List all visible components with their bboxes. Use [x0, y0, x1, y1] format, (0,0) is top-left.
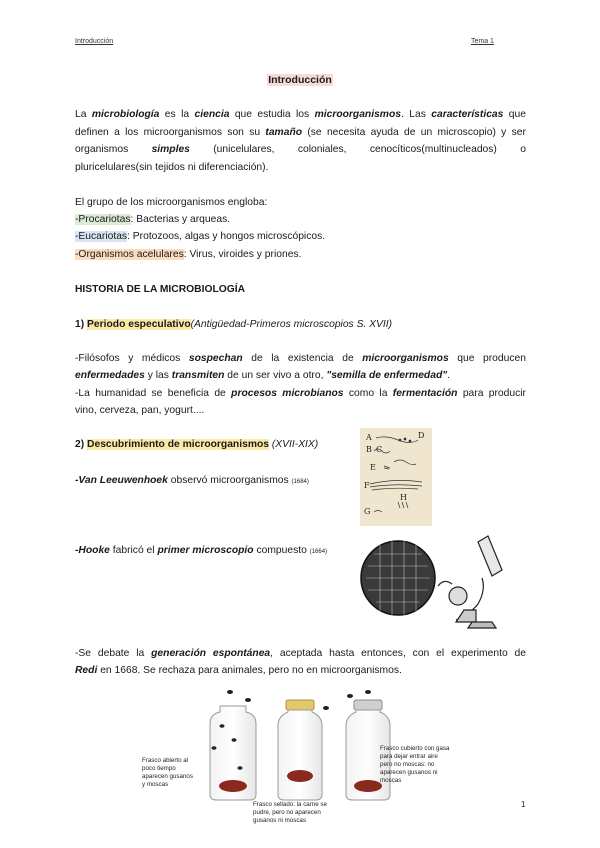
- group-acelulares: -Organismos acelulares: Virus, viroides y priones.: [75, 249, 302, 260]
- intro-line-3: organismos simples (unicelulares, coloniales, cenocíticos(multinucleados) o: [75, 144, 526, 155]
- intro-line-4: pluricelulares(sin tejidos ni diferenciación).: [75, 162, 269, 173]
- drawing-label-g: G: [364, 507, 371, 516]
- intro-line-2: definen a los microorganismos son su tamaño (se necesita ayuda de un microscopio) y ser: [75, 127, 526, 138]
- drawing-label-a: A: [366, 433, 372, 442]
- jar-sealed-icon: [278, 700, 322, 800]
- caption-open-jar: Frasco abierto al poco tiempo aparecen gusanos y moscas: [142, 757, 193, 788]
- leeuwenhoek-line: -Van Leeuwenhoek observó microorganismos (1684): [75, 475, 309, 486]
- intro-line-1: La microbiología es la ciencia que estudia los microorganismos. Las características que: [75, 109, 526, 120]
- section1-line-1: -Filósofos y médicos sospechan de la existencia de microorganismos que producen: [75, 353, 526, 364]
- history-heading: HISTORIA DE LA MICROBIOLOGÍA: [75, 284, 246, 295]
- group-procariotas: -Procariotas: Bacterias y arqueas.: [75, 214, 231, 225]
- groups-heading: El grupo de los microorganismos engloba:: [75, 197, 268, 208]
- hooke-microscope-drawing: [360, 526, 510, 630]
- leeuwenhoek-drawing: [360, 428, 432, 526]
- drawing-label-h: H: [400, 493, 407, 502]
- group-eucariotas: -Eucariotas: Protozoos, algas y hongos microscópicos.: [75, 231, 326, 242]
- header-right: Tema 1: [471, 38, 494, 45]
- header-left: Introducción: [75, 38, 114, 45]
- drawing-label-b: B: [366, 445, 372, 454]
- caption-gauze-jar: Frasco cubierto con gasa para dejar entrar aire pero no moscas: no aparecen gusanos ni moscas: [380, 745, 450, 784]
- caption-sealed-jar: Frasco sellado: la carne se pudre, pero no aparecen gusanos ni moscas: [253, 801, 327, 824]
- redi-line-2: Redi en 1668. Se rechaza para animales, pero no en microorganismos.: [75, 665, 402, 676]
- hooke-line: -Hooke fabricó el primer microscopio compuesto (1664): [75, 545, 328, 556]
- redi-experiment-illustration: [200, 686, 410, 804]
- drawing-label-e: E: [370, 463, 376, 472]
- section1-line-3: -La humanidad se beneficia de procesos microbianos como la fermentación para producir: [75, 388, 526, 399]
- drawing-label-d: D: [418, 431, 425, 440]
- jar-open-icon: [210, 706, 256, 800]
- drawing-label-c: C: [376, 445, 383, 454]
- section2-heading: 2) Descubrimiento de microorganismos (XVII-XIX): [75, 439, 319, 450]
- section1-line-4: vino, cerveza, pan, yogurt....: [75, 405, 205, 416]
- drawing-label-f: F: [364, 481, 370, 490]
- section1-heading: 1) Periodo especulativo(Antigüedad-Primeros microscopios S. XVII): [75, 319, 393, 330]
- page-number: 1: [521, 800, 526, 809]
- redi-line-1: -Se debate la generación espontánea, aceptada hasta entonces, con el experimento de: [75, 648, 526, 659]
- page-title: Introducción: [268, 74, 332, 86]
- section1-line-2: enfermedades y las transmiten de un ser vivo a otro, "semilla de enfermedad".: [75, 370, 450, 381]
